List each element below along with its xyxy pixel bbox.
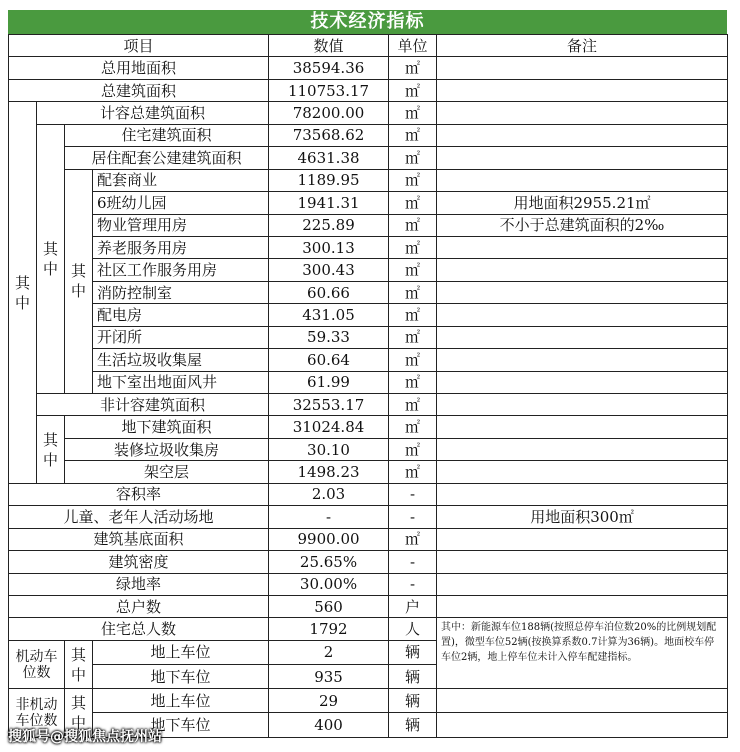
row-label: 地下建筑面积 [65, 416, 269, 438]
row-value: - [269, 506, 389, 528]
row-label: 非计容建筑面积 [37, 394, 269, 416]
row-label: 架空层 [65, 461, 269, 483]
row-value: 29 [269, 689, 389, 713]
row-note [437, 595, 728, 617]
table-row [9, 461, 728, 483]
table-row [9, 349, 728, 371]
row-value: 32553.17 [269, 394, 389, 416]
row-note: 用地面积2955.21㎡ [437, 192, 728, 214]
row-label: 居住配套公建建筑面积 [65, 147, 269, 169]
indicator-grid [8, 34, 728, 738]
row-label: 住宅建筑面积 [65, 124, 269, 146]
row-note [437, 304, 728, 326]
table-row [9, 259, 728, 281]
row-unit: ㎡ [389, 326, 437, 348]
table-row [9, 57, 728, 79]
row-label: 总户数 [9, 595, 269, 617]
row-unit: ㎡ [389, 304, 437, 326]
row-value: 300.43 [269, 259, 389, 281]
row-unit: ㎡ [389, 259, 437, 281]
table-row [9, 304, 728, 326]
header-note: 备注 [437, 35, 728, 57]
row-label: 计容总建筑面积 [37, 102, 269, 124]
subsubgroup-label-qizhong: 其中 [65, 169, 93, 393]
header-item: 项目 [9, 35, 269, 57]
row-unit: ㎡ [389, 57, 437, 79]
row-note [437, 79, 728, 101]
table-row [9, 236, 728, 258]
row-value: 2 [269, 640, 389, 664]
table-row [9, 124, 728, 146]
row-value: 300.13 [269, 236, 389, 258]
table-row [9, 281, 728, 303]
row-label: 配套商业 [93, 169, 269, 191]
row-label: 总建筑面积 [9, 79, 269, 101]
row-value: 30.10 [269, 438, 389, 460]
row-note [437, 147, 728, 169]
row-value: 73568.62 [269, 124, 389, 146]
row-value: 25.65% [269, 551, 389, 573]
row-note [437, 371, 728, 393]
row-unit: ㎡ [389, 281, 437, 303]
row-note: 用地面积300㎡ [437, 506, 728, 528]
row-label: 地下车位 [93, 665, 269, 689]
row-value: 400 [269, 713, 389, 738]
row-note [437, 326, 728, 348]
table-row [9, 573, 728, 595]
row-value: 31024.84 [269, 416, 389, 438]
row-note [437, 236, 728, 258]
row-label: 装修垃圾收集房 [65, 438, 269, 460]
row-note [437, 169, 728, 191]
row-unit: ㎡ [389, 124, 437, 146]
group-label-qizhong: 其中 [9, 102, 37, 483]
row-value: 61.99 [269, 371, 389, 393]
subgroup-label-qizhong: 其中 [37, 124, 65, 393]
row-value: 225.89 [269, 214, 389, 236]
table-row [9, 689, 728, 713]
table-row [9, 371, 728, 393]
row-label: 容积率 [9, 483, 269, 505]
row-value: 1941.31 [269, 192, 389, 214]
row-value: 4631.38 [269, 147, 389, 169]
row-value: 560 [269, 595, 389, 617]
table-row [9, 79, 728, 101]
parking-note: 其中：新能源车位188辆(按照总停车泊位数20%的比例规划配置)，微型车位52辆(按换算系数0.7计算为36辆)。地面校车停车位2辆，地上停车位未计入停车配建指标。 [437, 618, 728, 689]
row-value: 1189.95 [269, 169, 389, 191]
row-label: 总用地面积 [9, 57, 269, 79]
row-label: 儿童、老年人活动场地 [9, 506, 269, 528]
table-row [9, 394, 728, 416]
row-note [437, 483, 728, 505]
row-note [437, 349, 728, 371]
row-label: 地下车位 [93, 713, 269, 738]
row-unit: 户 [389, 595, 437, 617]
row-unit: ㎡ [389, 102, 437, 124]
table-row [9, 147, 728, 169]
row-note [437, 259, 728, 281]
row-note-empty [437, 689, 728, 713]
row-note [437, 394, 728, 416]
row-note: 不小于总建筑面积的2‰ [437, 214, 728, 236]
row-note [437, 416, 728, 438]
row-unit: ㎡ [389, 461, 437, 483]
row-value: 1792 [269, 618, 389, 640]
table-row [9, 416, 728, 438]
bike-parking-label: 非机动车位数 [9, 689, 65, 738]
bike-parking-qizhong: 其中 [65, 689, 93, 738]
row-unit: - [389, 483, 437, 505]
row-label: 物业管理用房 [93, 214, 269, 236]
row-label: 建筑密度 [9, 551, 269, 573]
row-unit: ㎡ [389, 528, 437, 550]
row-unit: 人 [389, 618, 437, 640]
row-unit: 辆 [389, 689, 437, 713]
row-note [437, 438, 728, 460]
row-unit: - [389, 506, 437, 528]
car-parking-qizhong: 其中 [65, 640, 93, 688]
table-row [9, 102, 728, 124]
row-label: 养老服务用房 [93, 236, 269, 258]
table-row [9, 192, 728, 214]
row-unit: ㎡ [389, 214, 437, 236]
row-unit: - [389, 551, 437, 573]
table-row [9, 214, 728, 236]
row-value: 2.03 [269, 483, 389, 505]
row-note [437, 281, 728, 303]
row-unit: 辆 [389, 640, 437, 664]
row-label: 绿地率 [9, 573, 269, 595]
row-value: 110753.17 [269, 79, 389, 101]
row-label: 生活垃圾收集屋 [93, 349, 269, 371]
car-parking-label: 机动车位数 [9, 640, 65, 688]
row-note [437, 124, 728, 146]
table-row [9, 483, 728, 505]
row-label: 建筑基底面积 [9, 528, 269, 550]
row-unit: ㎡ [389, 169, 437, 191]
row-unit: - [389, 573, 437, 595]
row-unit: ㎡ [389, 236, 437, 258]
table-row [9, 595, 728, 617]
row-note [437, 528, 728, 550]
header-row [9, 35, 728, 57]
table-row [9, 438, 728, 460]
row-value: 9900.00 [269, 528, 389, 550]
row-note [437, 551, 728, 573]
row-label: 配电房 [93, 304, 269, 326]
row-note [437, 102, 728, 124]
row-label: 地上车位 [93, 640, 269, 664]
row-unit: ㎡ [389, 349, 437, 371]
row-unit: ㎡ [389, 394, 437, 416]
row-unit: 辆 [389, 665, 437, 689]
row-value: 78200.00 [269, 102, 389, 124]
table-row [9, 528, 728, 550]
row-value: 59.33 [269, 326, 389, 348]
row-label: 社区工作服务用房 [93, 259, 269, 281]
row-note [437, 573, 728, 595]
table-row [9, 551, 728, 573]
table-row [9, 506, 728, 528]
row-label: 开闭所 [93, 326, 269, 348]
row-note-empty [437, 713, 728, 738]
table-row [9, 169, 728, 191]
row-value: 1498.23 [269, 461, 389, 483]
row-label: 住宅总人数 [9, 618, 269, 640]
row-note [437, 57, 728, 79]
table-row [9, 326, 728, 348]
nonfar-label-qizhong: 其中 [37, 416, 65, 483]
table-row [9, 618, 728, 640]
row-value: 60.66 [269, 281, 389, 303]
row-label: 消防控制室 [93, 281, 269, 303]
row-unit: ㎡ [389, 416, 437, 438]
row-value: 60.64 [269, 349, 389, 371]
header-value: 数值 [269, 35, 389, 57]
row-note [437, 461, 728, 483]
row-unit: ㎡ [389, 79, 437, 101]
row-label: 地下室出地面风井 [93, 371, 269, 393]
row-value: 431.05 [269, 304, 389, 326]
row-unit: 辆 [389, 713, 437, 738]
row-value: 935 [269, 665, 389, 689]
row-value: 38594.36 [269, 57, 389, 79]
row-unit: ㎡ [389, 371, 437, 393]
row-label: 地上车位 [93, 689, 269, 713]
header-unit: 单位 [389, 35, 437, 57]
row-label: 6班幼儿园 [93, 192, 269, 214]
row-value: 30.00% [269, 573, 389, 595]
technical-economic-table [8, 10, 727, 738]
row-unit: ㎡ [389, 147, 437, 169]
table-title: 技术经济指标 [8, 10, 727, 34]
row-unit: ㎡ [389, 192, 437, 214]
watermark: 搜狐号@搜狐焦点抚州站 [8, 729, 162, 745]
row-unit: ㎡ [389, 438, 437, 460]
